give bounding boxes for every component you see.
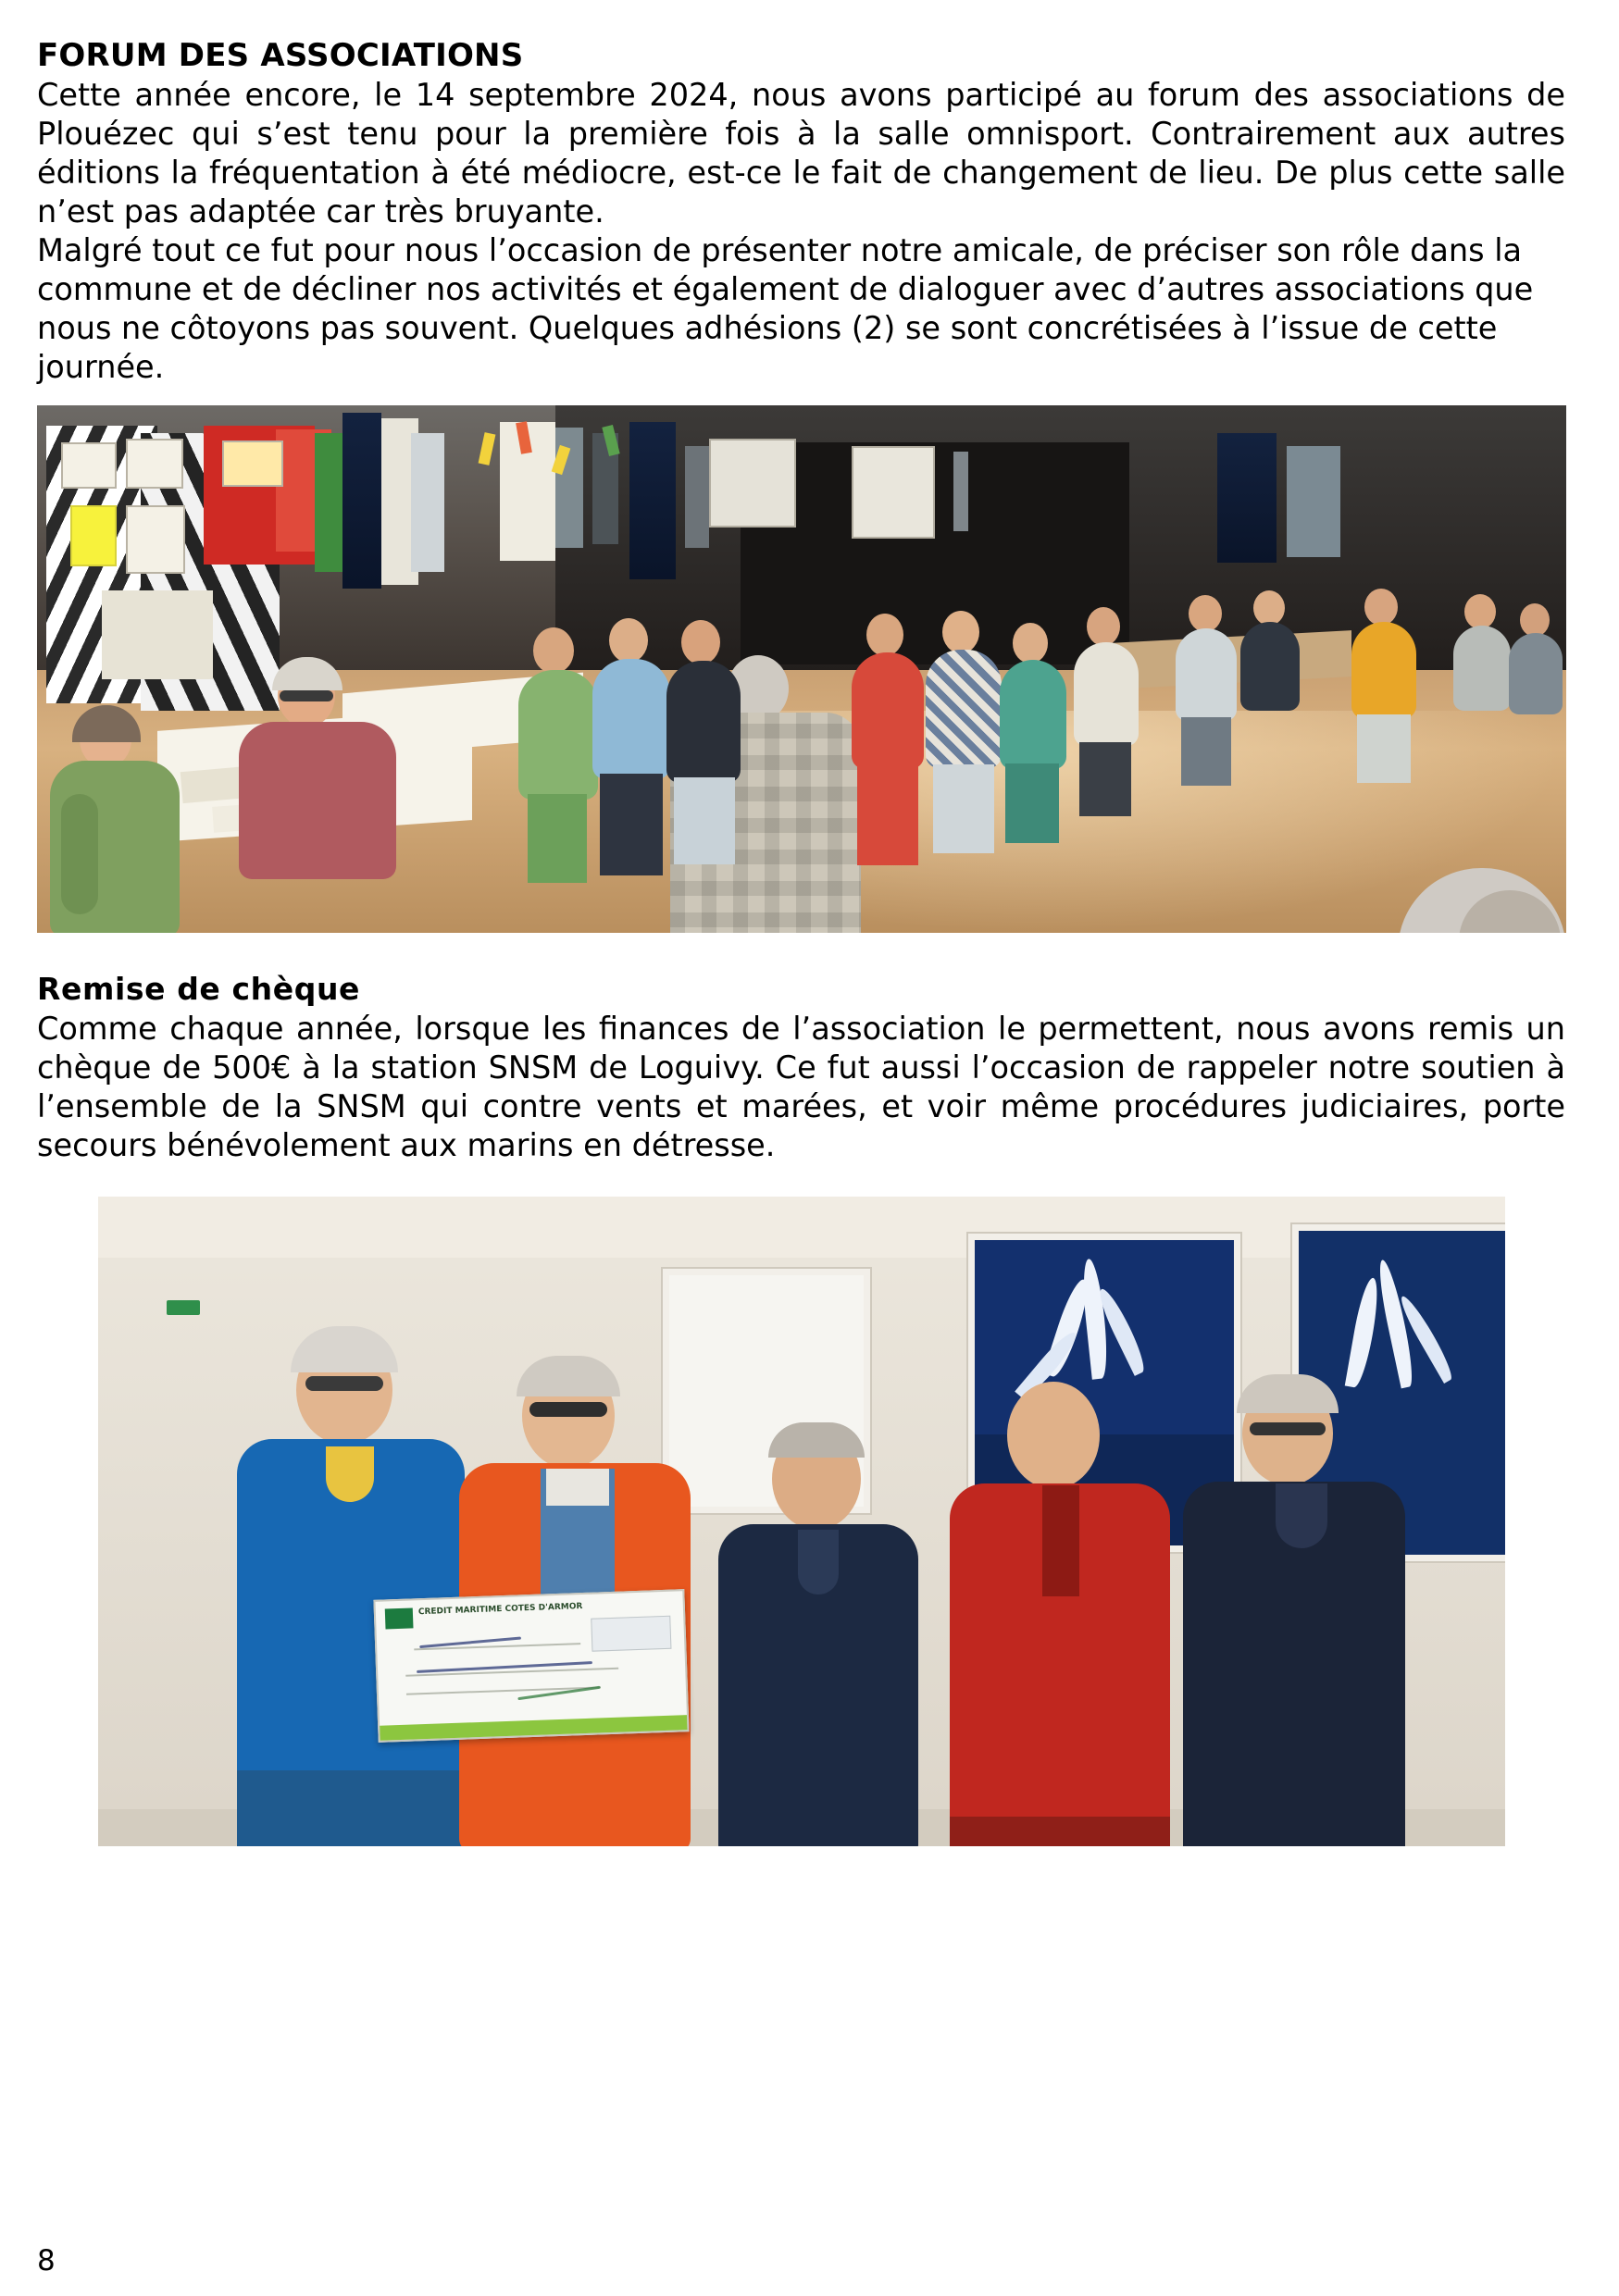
- forum-paragraph-2: Malgré tout ce fut pour nous l’occasion de présenter notre amicale, de préciser son rôle dans la commune et de décliner nos activités et également de dialoguer avec d’autres associations que nous ne côtoyons pas souvent. Quelques adhésions (2) se sont concrétisées à l’issue de cette journée.: [37, 232, 1534, 386]
- cheque-image: [373, 1590, 689, 1744]
- remise-cheque-photo: [98, 1197, 1505, 1846]
- forum-paragraph-1: Cette année encore, le 14 septembre 2024, nous avons participé au forum des associations de Plouézec qui s’est tenu pour la première fois à la salle omnisport. Contrairement aux autres éditions la fréquentation à été médiocre, est-ce le fait de changement de lieu. De plus cette salle n’est pas adaptée car très bruyante.: [37, 77, 1565, 230]
- section-title-remise-cheque: Remise de chèque: [37, 971, 361, 1008]
- page-number: 8: [37, 2244, 56, 2277]
- remise-cheque-paragraph-1: Comme chaque année, lorsque les finances de l’association le permettent, nous avons remis un chèque de 500€ à la station SNSM de Loguivy. Ce fut aussi l’occasion de rappeler notre soutien à l’ensemble de la SNSM qui contre vents et marées, et voir même procédures judiciaires, porte secours bénévolement aux marins en détresse.: [37, 1011, 1565, 1164]
- cheque-bank-name: CREDIT MARITIME COTES D'ARMOR: [417, 1602, 583, 1618]
- section-title-forum: FORUM DES ASSOCIATIONS: [37, 37, 524, 74]
- forum-associations-photo: [37, 405, 1566, 933]
